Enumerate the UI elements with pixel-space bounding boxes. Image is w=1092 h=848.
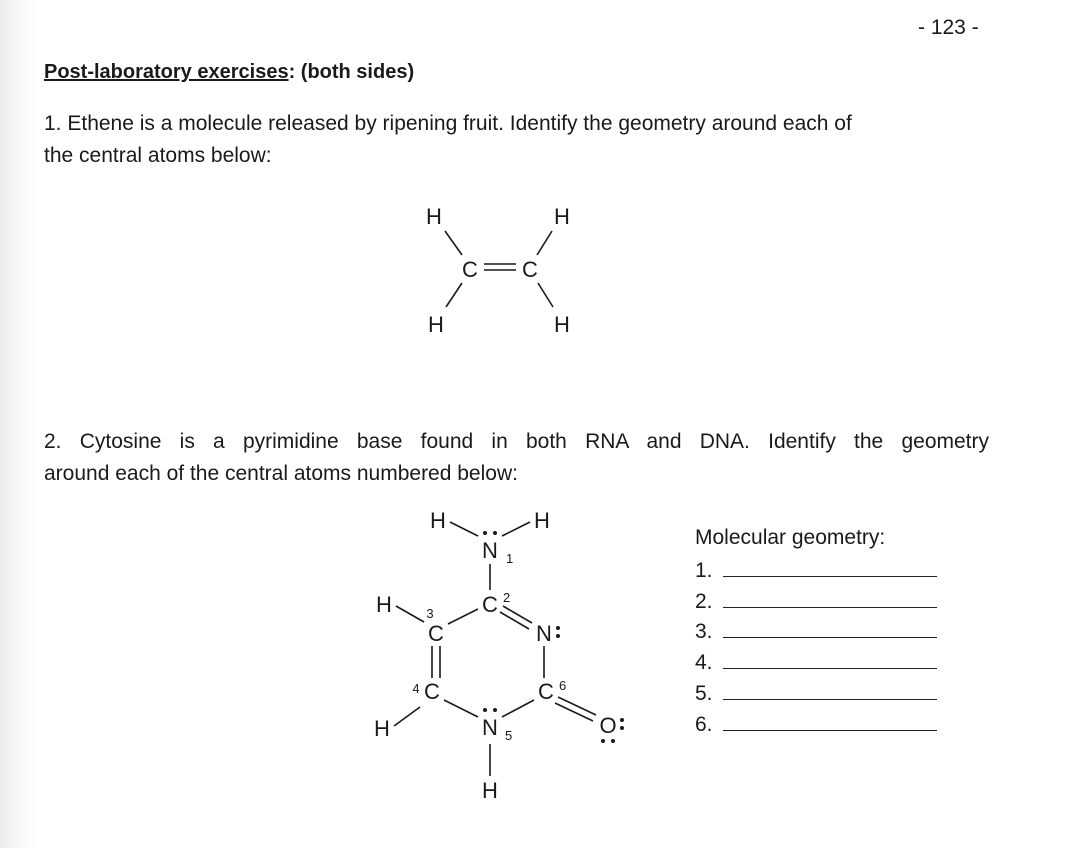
cyto-h-amine-right: H xyxy=(534,508,550,533)
bond-c2-n-a xyxy=(503,606,532,623)
answer-number-4: 4. xyxy=(695,651,713,675)
bond-c2-n-b xyxy=(500,612,529,629)
question-1-line-1: 1. Ethene is a molecule released by ripening fruit. Identify the geometry around each of xyxy=(44,112,852,135)
heading-underlined: Post-laboratory exercises xyxy=(44,61,289,83)
ethene-structure xyxy=(400,195,600,345)
cyto-h-n5: H xyxy=(482,778,498,803)
cyto-o: O xyxy=(599,713,617,738)
cyto-label-3: 3 xyxy=(426,606,434,621)
lone-pair-n1 xyxy=(483,531,497,535)
cyto-c2: C xyxy=(482,592,498,617)
cyto-c4: C xyxy=(424,679,440,704)
bond-h-c-top-right xyxy=(537,231,552,255)
ethene-h-top-left: H xyxy=(426,204,442,229)
bond-h-c-bottom-left xyxy=(446,283,462,307)
bond-c6-n5 xyxy=(502,700,534,717)
answer-blank-3[interactable] xyxy=(723,636,937,638)
cyto-label-6: 6 xyxy=(559,678,567,693)
ethene-c-right: C xyxy=(522,257,538,282)
bond-c2-c3 xyxy=(448,609,478,624)
answer-number-1: 1. xyxy=(695,558,713,582)
ethene-c-left: C xyxy=(462,257,478,282)
cyto-h-c4: H xyxy=(374,716,390,741)
bond-h-c-bottom-right xyxy=(538,283,553,307)
answer-blank-5[interactable] xyxy=(723,698,937,700)
lone-pair-o-bottom xyxy=(601,739,615,743)
answer-number-5: 5. xyxy=(695,681,713,705)
lone-pair-n-ring xyxy=(556,626,560,638)
ethene-h-bottom-right: H xyxy=(554,312,570,337)
answer-number-3: 3. xyxy=(695,620,713,644)
cyto-c6: C xyxy=(538,679,554,704)
question-2-line-2: around each of the central atoms numbered below: xyxy=(44,462,518,485)
answer-row-5 xyxy=(695,675,937,706)
page-number: - 123 - xyxy=(918,16,979,39)
question-2-line-1: 2. Cytosine is a pyrimidine base found in both RNA and DNA. Identify the geometry xyxy=(44,430,989,453)
answer-list xyxy=(695,526,937,737)
ethene-h-top-right: H xyxy=(554,204,570,229)
bond-h-n1-right xyxy=(502,522,530,536)
bond-c6-o-a xyxy=(558,697,596,715)
ethene-h-bottom-left: H xyxy=(428,312,444,337)
cyto-n-ring: N xyxy=(536,621,552,646)
lone-pair-n5 xyxy=(483,708,497,712)
answer-row-2 xyxy=(695,583,937,614)
bond-c4-n5 xyxy=(444,700,478,717)
answer-number-6: 6. xyxy=(695,712,713,736)
question-2 xyxy=(44,426,989,490)
answer-blank-6[interactable] xyxy=(723,729,937,731)
cyto-label-4: 4 xyxy=(412,681,420,696)
cyto-c3: C xyxy=(428,621,444,646)
cyto-label-2: 2 xyxy=(503,590,511,605)
bond-c6-o-b xyxy=(555,703,593,721)
heading-rest: : (both sides) xyxy=(288,61,415,83)
section-heading xyxy=(44,61,414,84)
cyto-h-amine-left: H xyxy=(430,508,446,533)
bond-h-c-top-left xyxy=(445,231,462,255)
answer-blank-1[interactable] xyxy=(723,575,937,577)
answer-row-6 xyxy=(695,706,937,737)
bond-h-c4 xyxy=(394,707,420,726)
question-1-line-2: the central atoms below: xyxy=(44,144,272,167)
cytosine-structure xyxy=(360,500,650,810)
answer-row-4 xyxy=(695,644,937,675)
answer-blank-4[interactable] xyxy=(723,667,937,669)
answer-row-3 xyxy=(695,614,937,645)
answer-blank-2[interactable] xyxy=(723,606,937,608)
cyto-label-5: 5 xyxy=(505,728,513,743)
cyto-label-1: 1 xyxy=(506,551,514,566)
answer-list-title: Molecular geometry: xyxy=(695,526,886,549)
cyto-n5: N xyxy=(482,715,498,740)
bond-h-c3 xyxy=(396,606,424,622)
cyto-n1: N xyxy=(482,538,498,563)
answer-row-1 xyxy=(695,552,937,583)
cyto-h-c3: H xyxy=(376,592,392,617)
question-1 xyxy=(44,108,989,172)
lone-pair-o-right xyxy=(620,718,624,730)
answer-number-2: 2. xyxy=(695,589,713,613)
bond-h-n1-left xyxy=(450,522,478,536)
